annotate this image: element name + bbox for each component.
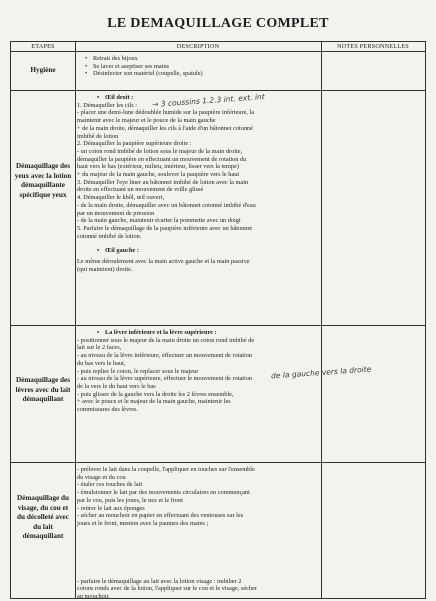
section-subtitle: • Œil droit : — [97, 94, 134, 101]
row-divider — [11, 325, 425, 326]
text-line: par le cou, puis les joues, le nez et le front — [77, 496, 183, 504]
step-label-levres: Démaquillage des lèvres avec du lait démaquillant — [15, 376, 71, 403]
header-notes: NOTES PERSONNELLES — [337, 43, 409, 50]
section-subtitle: • La lèvre inférieure et la lèvre supérieure : — [97, 329, 217, 336]
text-line: cotons ronds avec de la lotion, l'appliquer sur le cou et le visage, sécher — [77, 585, 258, 593]
bullet-icon: • — [85, 70, 88, 78]
row-divider — [11, 51, 425, 52]
step-label-yeux: Démaquillage des yeux avec la lotion démaquillante spécifique yeux — [14, 162, 72, 199]
text-line: - puis glisser de la gauche vers la droite les 2 lèvres ensemble, — [77, 390, 234, 398]
step-label-hygiene: Hygiène — [30, 66, 56, 74]
row-divider — [11, 90, 425, 91]
text-line: - parfaire le démaquillage au lait avec la lotion visage : imbiber 2 — [77, 577, 242, 585]
text-line: commissures des lèvres. — [77, 406, 139, 414]
header-etapes: ETAPES — [31, 43, 55, 50]
text-line: 1. Démaquiller les cils : — [77, 101, 137, 109]
text-line: - au niveau de la lèvre supérieure, effectuer le mouvement de rotation — [77, 375, 253, 383]
text-line: - au niveau de la lèvre inférieure, effectuer un mouvement de rotation — [77, 352, 253, 360]
bullet-icon: • — [85, 62, 88, 70]
text-line: cotonné imbibé de lotion. — [77, 232, 142, 240]
list-item: • Se laver et aseptiser ses mains — [85, 62, 170, 70]
steps-table — [10, 41, 426, 599]
text-line: maintenir avec le majeur et le pouce de la main gauche — [77, 117, 216, 125]
list-item: • Retrait des bijoux — [85, 55, 138, 62]
text-line: - de la main droite, démaquiller avec un bâtonnet cotonné imbibé d'eau — [77, 201, 256, 209]
bullet-icon: • — [97, 94, 100, 101]
section-subtitle: • Œil gauche : — [97, 247, 139, 255]
text-line: du visage et du cou — [77, 473, 126, 481]
header-description: DESCRIPTION — [176, 43, 220, 50]
step-description-hygiene — [85, 55, 319, 78]
text-line: droite en effectuant un mouvement de vrille glissé — [77, 186, 204, 194]
column-divider — [321, 42, 322, 598]
text-line: - sécher au mouchoir en papier en effectuant des ventouses sur les — [77, 512, 244, 520]
bullet-icon: • — [97, 247, 100, 255]
text-line: - puis replier le coton, le replacer sous le majeur — [77, 367, 199, 375]
text-line: - étaler ces touches de lait — [77, 481, 143, 489]
text-line: 4. Démaquiller le khôl, œil ouvert, — [77, 194, 165, 202]
text-line: du bas vers le haut, — [77, 359, 126, 367]
text-line: au mouchoir. — [77, 593, 110, 601]
bullet-icon: • — [97, 329, 100, 336]
text-line: de la vers le du haut vers le bas — [77, 382, 156, 390]
text-line: - placer une demi-lune dédoublée humide sur la paupière inférieure, la — [77, 109, 255, 117]
text-line: démaquiller la paupière en effectuant un mouvement de rotation du — [77, 155, 247, 163]
text-line: - un coton rond imbibé de lotion sous le majeur de la main droite, — [77, 147, 243, 155]
text-line: - de la main gauche, maintenir écarter la pommette avec un doigt — [77, 217, 241, 225]
page-title: LE DEMAQUILLAGE COMPLET — [107, 16, 329, 31]
text-line: - émulsionner le lait par des mouvements circulaires en commençant — [77, 489, 250, 497]
text-line: imbibé de lotion — [77, 132, 119, 140]
row-divider — [11, 462, 425, 463]
list-item: • Désinfecter son matériel (coupelle, spatule) — [85, 70, 203, 78]
text-line: + avec le pouce et le majeur de la main gauche, maintenir les — [77, 398, 231, 406]
step-description-yeux — [77, 94, 320, 273]
step-description-visage — [77, 466, 320, 601]
text-line: 5. Parfaire le démaquillage de la paupière inférieure avec un bâtonnet — [77, 224, 253, 232]
bullet-icon: • — [85, 55, 88, 62]
text-line: lait sur le 2 faces, — [77, 344, 122, 352]
text-line: - retirer le lait aux éponges — [77, 504, 145, 512]
text-line: joues et le front, menton avec la paumes des mains ; — [77, 519, 209, 527]
text-line: - positionner sous le majeur de la main droite un coton rond imbibé de — [77, 336, 255, 344]
text-line: - prélever le lait dans la coupelle, l'appliquer en touches sur l'ensemble — [77, 466, 255, 473]
text-line: + du majeur de la main gauche, soulever la paupière vers le haut — [77, 171, 240, 179]
text-line: Le même déroulement avec la main active gauche et la main passive — [77, 258, 250, 266]
handwritten-note: → 3 coussins 1.2.3 int. ext. int — [151, 92, 265, 109]
step-label-visage: Démaquillage du visage, du cou et du décolleté avec du lait démaquillant — [16, 494, 70, 540]
handwritten-note: de la gauche vers la droite — [270, 364, 372, 381]
column-divider — [75, 42, 76, 598]
text-line: + de la main droite, démaquiller les cils à l'aide d'un bâtonnet cotonné — [77, 124, 253, 132]
text-line: par un mouvement de pression — [77, 209, 155, 217]
text-line: 2. Démaquiller la paupière supérieure droite : — [77, 140, 192, 148]
text-line: haut vers le bas (extérieur, milieu, intérieur, lisser vers la tempe) — [77, 163, 239, 171]
text-line: (qui maintient) droite. — [77, 265, 133, 273]
text-line: 3. Démaquiller l'eye liner au bâtonnet imbibé de lotion avec la main — [77, 178, 249, 186]
